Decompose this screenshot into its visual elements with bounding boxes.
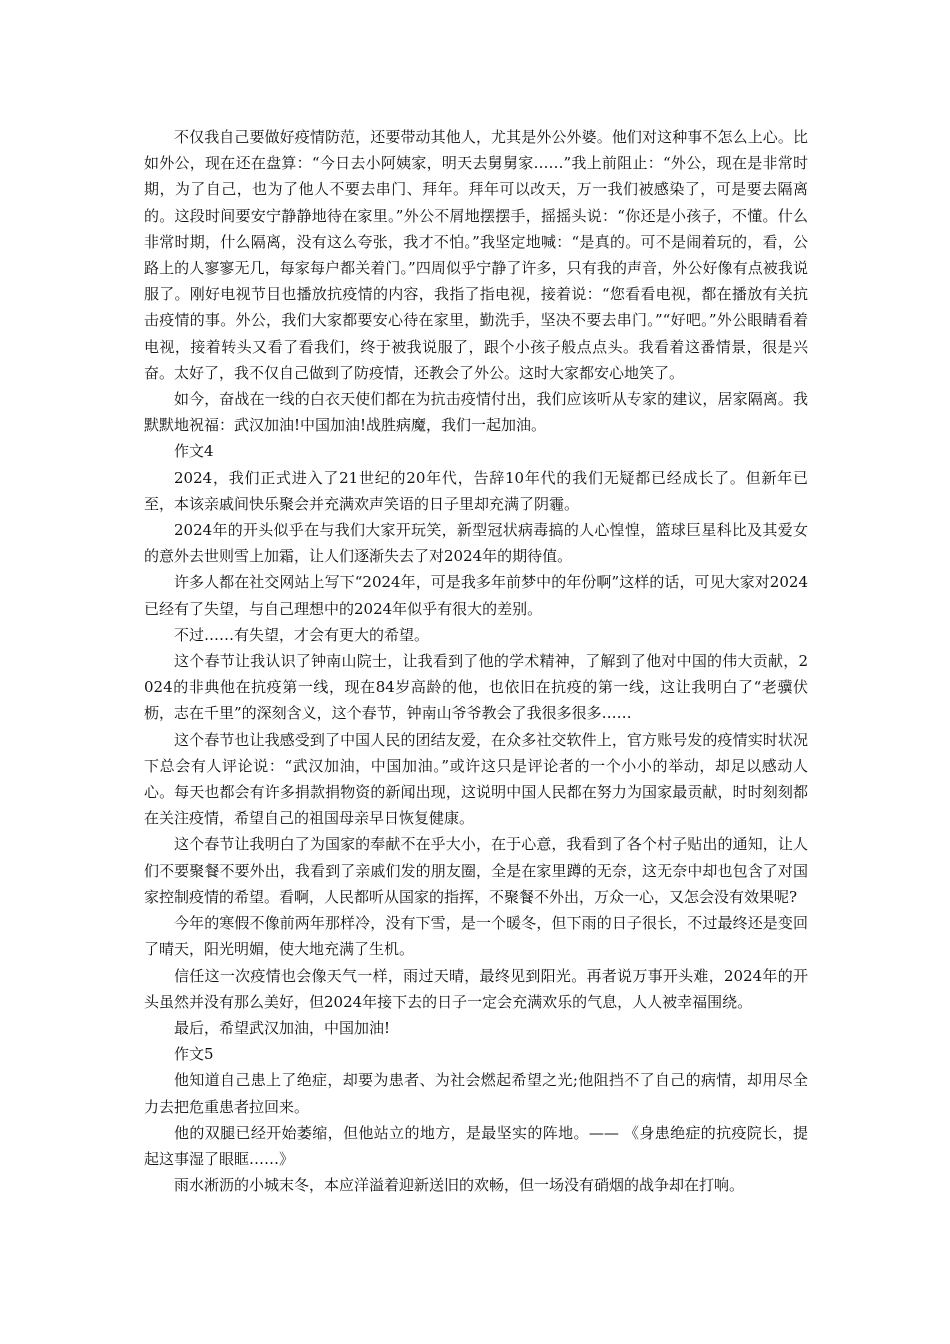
paragraph-blessing: 如今，奋战在一线的白衣天使们都在为抗击疫情付出，我们应该听从专家的建议，居家隔离。我默默地祝福：武汉加油!中国加油!战胜病魔，我们一起加油。 <box>144 390 808 435</box>
paragraph-dedication: 这个春节让我明白了为国家的奉献不在乎大小，在于心意，我看到了各个村子贴出的通知，让人们不要聚餐不要外出，我看到了亲戚们发的朋友圈，全是在家里蹲的无奈，这无奈中却也包含了对国家控制疫情的希望。看啊，人民都听从国家的指挥，不聚餐不外出，万众一心，又怎会没有效果呢? <box>144 835 808 906</box>
paragraph-social-media: 许多人都在社交网站上写下“2024年，可是我多年前梦中的年份啊”这样的话，可见大家对2024已经有了失望，与自己理想中的2024年似乎有很大的差别。 <box>144 573 808 618</box>
paragraph-legs: 他的双腿已经开始萎缩，但他站立的地方，是最坚实的阵地。—— 《身患绝症的抗疫院长，提起这事湿了眼眶……》 <box>144 1123 808 1168</box>
paragraph-zhong-nanshan: 这个春节让我认识了钟南山院士，让我看到了他的学术精神，了解到了他对中国的伟大贡献，2024的非典他在抗疫第一线，现在84岁高龄的他，也依旧在抗疫的第一线，这让我明白了“老骥伏枥，志在千里”的深刻含义，这个春节，钟南山爷爷教会了我很多很多…… <box>144 652 808 723</box>
heading-essay-5: 作文5 <box>174 1045 214 1064</box>
paragraph-unity: 这个春节也让我感受到了中国人民的团结友爱，在众多社交软件上，官方账号发的疫情实时状况下总会有人评论说：“武汉加油，中国加油。”或许这只是评论者的一个小小的举动，却足以感动人心。每天也都会有许多捐款捐物资的新闻出现，这说明中国人民都在努力为国家最贡献，时时刻刻都在关注疫情，希望自己的祖国母亲早日恢复健康。 <box>144 730 808 828</box>
paragraph-trust: 信任这一次疫情也会像天气一样，雨过天晴，最终见到阳光。再者说万事开头难，2024年的开头虽然并没有那么美好，但2024年接下去的日子一定会充满欢乐的气息，人人被幸福围绕。 <box>144 966 808 1011</box>
paragraph-hope: 不过……有失望，才会有更大的希望。 <box>174 625 430 644</box>
paragraph-2024-intro: 2024，我们正式进入了21世纪的20年代，告辞10年代的我们无疑都已经成长了。但新年已至，本该亲戚间快乐聚会并充满欢声笑语的日子里却充满了阴霾。 <box>144 468 808 513</box>
heading-essay-4: 作文4 <box>174 442 214 461</box>
paragraph-grandpa-story: 不仅我自己要做好疫情防范，还要带动其他人，尤其是外公外婆。他们对这种事不怎么上心。比如外公，现在还在盘算：“今日去小阿姨家，明天去舅舅家……”我上前阻止：“外公，现在是非常时期，为了自己，也为了他人不要去串门、拜年。拜年可以改天，万一我们被感染了，可是要去隔离的。这段时间要安宁静静地待在家里。”外公不屑地摆摆手，摇摇头说：“你还是小孩子，不懂。什么非常时期，什么隔离，没有这么夸张，我才不怕。”我坚定地喊：“是真的。可不是闹着玩的，看，公路上的人寥寥无几，每家每户都关着门。”四周似乎宁静了许多，只有我的声音，外公好像有点被我说服了。刚好电视节目也播放抗疫情的内容，我指了指电视，接着说：“您看看电视，都在播放有关抗击疫情的事。外公，我们大家都要安心待在家里，勤洗手，坚决不要去串门。”“好吧。”外公眼睛看着电视，接着转头又看了看我们，终于被我说服了，跟个小孩子般点点头。我看着这番情景，很是兴奋。太好了，我不仅自己做到了防疫情，还教会了外公。这时大家都安心地笑了。 <box>144 128 808 382</box>
paragraph-small-town: 雨水淅沥的小城末冬，本应洋溢着迎新送旧的欢畅，但一场没有硝烟的战争却在打响。 <box>174 1176 745 1195</box>
document-page <box>144 124 808 1198</box>
paragraph-winter: 今年的寒假不像前两年那样冷，没有下雪，是一个暖冬，但下雨的日子很长，不过最终还是变回了晴天，阳光明媚，使大地充满了生机。 <box>144 914 808 959</box>
paragraph-illness: 他知道自己患上了绝症，却要为患者、为社会燃起希望之光;他阻挡不了自己的病情，却用尽全力去把危重患者拉回来。 <box>144 1071 808 1116</box>
paragraph-2024-start: 2024年的开头似乎在与我们大家开玩笑，新型冠状病毒搞的人心惶惶，篮球巨星科比及其爱女的意外去世则雪上加霜，让人们逐渐失去了对2024年的期待值。 <box>144 521 808 566</box>
paragraph-finally: 最后，希望武汉加油，中国加油! <box>174 1018 391 1037</box>
